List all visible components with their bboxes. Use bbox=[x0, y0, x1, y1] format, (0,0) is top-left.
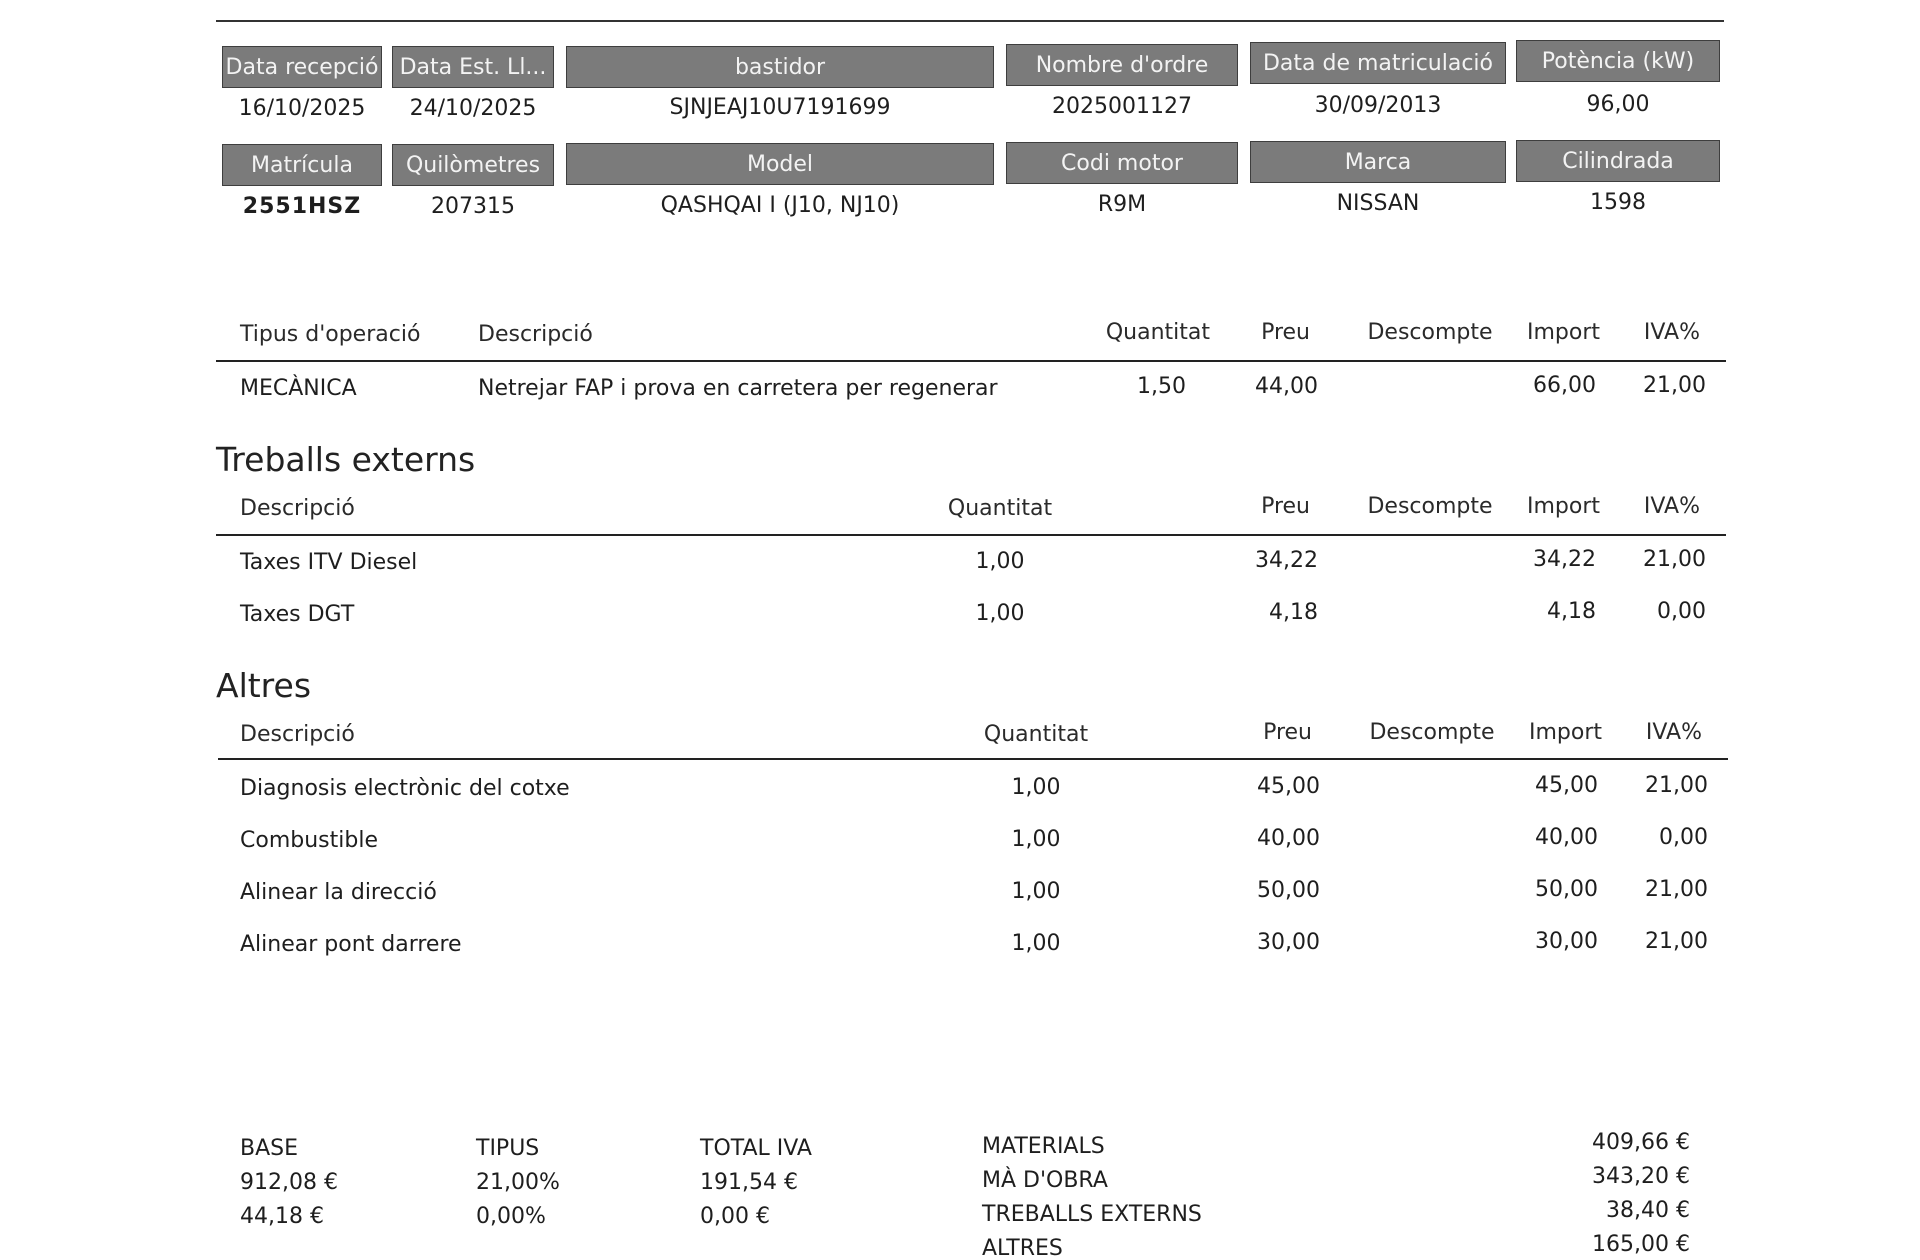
operations-header-rule bbox=[216, 360, 1726, 362]
header-amount: Import bbox=[1526, 320, 1600, 345]
cell-price: 50,00 bbox=[1257, 878, 1320, 903]
cell-description: Alinear pont darrere bbox=[240, 932, 462, 957]
cell-price: 34,22 bbox=[1255, 548, 1318, 573]
vat-header-base: BASE bbox=[240, 1136, 299, 1161]
value-registration-date: 30/09/2013 bbox=[1314, 93, 1442, 118]
cell-amount: 30,00 bbox=[1535, 929, 1598, 954]
cell-quantity: 1,00 bbox=[1011, 775, 1061, 800]
header-vat: IVA% bbox=[1645, 720, 1702, 745]
value-displacement: 1598 bbox=[1590, 190, 1646, 215]
external-works-header-rule bbox=[216, 534, 1726, 536]
vat-header-total: TOTAL IVA bbox=[700, 1136, 812, 1161]
cell-price: 44,00 bbox=[1255, 374, 1318, 399]
cell-amount: 34,22 bbox=[1533, 547, 1596, 572]
value-model: QASHQAI I (J10, NJ10) bbox=[660, 193, 900, 218]
cell-vat: 0,00 bbox=[1657, 599, 1706, 624]
cell-description: Combustible bbox=[240, 828, 378, 853]
vat-row-2-total: 0,00 € bbox=[700, 1204, 770, 1229]
header-description: Descripció bbox=[240, 722, 355, 747]
top-rule bbox=[216, 20, 1724, 22]
header-quantity: Quantitat bbox=[947, 496, 1053, 521]
cell-price: 30,00 bbox=[1257, 930, 1320, 955]
others-title: Altres bbox=[216, 666, 312, 705]
cell-vat: 21,00 bbox=[1645, 773, 1708, 798]
value-brand: NISSAN bbox=[1336, 191, 1420, 216]
total-label-others: ALTRES bbox=[982, 1236, 1063, 1260]
cell-amount: 4,18 bbox=[1547, 599, 1596, 624]
header-vat: IVA% bbox=[1643, 494, 1700, 519]
cell-quantity: 1,00 bbox=[1011, 931, 1061, 956]
header-amount: Import bbox=[1528, 720, 1602, 745]
cell-amount: 50,00 bbox=[1535, 877, 1598, 902]
vat-row-2-type: 0,00% bbox=[476, 1204, 546, 1229]
cell-price: 40,00 bbox=[1257, 826, 1320, 851]
cell-description: Netrejar FAP i prova en carretera per regenerar bbox=[478, 376, 998, 401]
header-price: Preu bbox=[1261, 320, 1310, 345]
value-plate: 2551HSZ bbox=[242, 194, 362, 219]
header-price: Preu bbox=[1263, 720, 1312, 745]
header-operation-type: Tipus d'operació bbox=[240, 322, 421, 347]
label-order-number: Nombre d'ordre bbox=[1006, 44, 1238, 86]
cell-quantity: 1,00 bbox=[1011, 879, 1061, 904]
cell-description: Taxes DGT bbox=[240, 602, 355, 627]
total-label-external-works: TREBALLS EXTERNS bbox=[982, 1202, 1202, 1227]
label-reception-date: Data recepció bbox=[222, 46, 382, 88]
cell-price: 4,18 bbox=[1269, 600, 1318, 625]
cell-type: MECÀNICA bbox=[240, 376, 357, 401]
cell-quantity: 1,50 bbox=[1137, 374, 1186, 399]
total-value-materials: 409,66 € bbox=[1592, 1130, 1690, 1155]
label-plate: Matrícula bbox=[222, 144, 382, 186]
vat-row-1-type: 21,00% bbox=[476, 1170, 560, 1195]
total-label-materials: MATERIALS bbox=[982, 1134, 1105, 1159]
header-description: Descripció bbox=[478, 322, 593, 347]
cell-vat: 21,00 bbox=[1645, 877, 1708, 902]
vat-row-2-base: 44,18 € bbox=[240, 1204, 324, 1229]
value-kilometres: 207315 bbox=[431, 194, 515, 219]
value-reception-date: 16/10/2025 bbox=[238, 96, 366, 121]
label-power: Potència (kW) bbox=[1516, 40, 1720, 82]
cell-vat: 0,00 bbox=[1659, 825, 1708, 850]
cell-description: Alinear la direcció bbox=[240, 880, 437, 905]
vat-row-1-base: 912,08 € bbox=[240, 1170, 338, 1195]
label-engine-code: Codi motor bbox=[1006, 142, 1238, 184]
label-model: Model bbox=[566, 143, 994, 185]
cell-vat: 21,00 bbox=[1645, 929, 1708, 954]
label-chassis: bastidor bbox=[566, 46, 994, 88]
header-price: Preu bbox=[1261, 494, 1310, 519]
header-discount: Descompte bbox=[1367, 320, 1493, 345]
label-registration-date: Data de matriculació bbox=[1250, 42, 1506, 84]
label-displacement: Cilindrada bbox=[1516, 140, 1720, 182]
value-estimated-date: 24/10/2025 bbox=[409, 96, 537, 121]
cell-vat: 21,00 bbox=[1643, 547, 1706, 572]
others-header-rule bbox=[218, 758, 1728, 760]
label-kilometres: Quilòmetres bbox=[392, 144, 554, 186]
header-discount: Descompte bbox=[1369, 720, 1495, 745]
cell-quantity: 1,00 bbox=[975, 549, 1025, 574]
total-value-others: 165,00 € bbox=[1592, 1232, 1690, 1257]
cell-amount: 66,00 bbox=[1533, 373, 1596, 398]
cell-description: Taxes ITV Diesel bbox=[240, 550, 418, 575]
vat-row-1-total: 191,54 € bbox=[700, 1170, 798, 1195]
value-order-number: 2025001127 bbox=[1052, 94, 1192, 119]
label-estimated-date: Data Est. Ll... bbox=[392, 46, 554, 88]
vat-header-type: TIPUS bbox=[476, 1136, 540, 1161]
header-discount: Descompte bbox=[1367, 494, 1493, 519]
header-vat: IVA% bbox=[1643, 320, 1700, 345]
external-works-title: Treballs externs bbox=[216, 440, 476, 479]
cell-amount: 40,00 bbox=[1535, 825, 1598, 850]
header-quantity: Quantitat bbox=[1105, 320, 1210, 345]
cell-description: Diagnosis electrònic del cotxe bbox=[240, 776, 570, 801]
total-value-external-works: 38,40 € bbox=[1606, 1198, 1690, 1223]
cell-quantity: 1,00 bbox=[975, 601, 1025, 626]
cell-quantity: 1,00 bbox=[1011, 827, 1061, 852]
cell-amount: 45,00 bbox=[1535, 773, 1598, 798]
value-power: 96,00 bbox=[1586, 92, 1650, 117]
value-engine-code: R9M bbox=[1097, 192, 1147, 217]
label-brand: Marca bbox=[1250, 141, 1506, 183]
total-label-labour: MÀ D'OBRA bbox=[982, 1168, 1108, 1193]
header-description: Descripció bbox=[240, 496, 355, 521]
cell-price: 45,00 bbox=[1257, 774, 1320, 799]
value-chassis: SJNJEAJ10U7191699 bbox=[669, 95, 891, 120]
header-quantity: Quantitat bbox=[983, 722, 1089, 747]
total-value-labour: 343,20 € bbox=[1592, 1164, 1690, 1189]
cell-vat: 21,00 bbox=[1643, 373, 1706, 398]
header-amount: Import bbox=[1526, 494, 1600, 519]
